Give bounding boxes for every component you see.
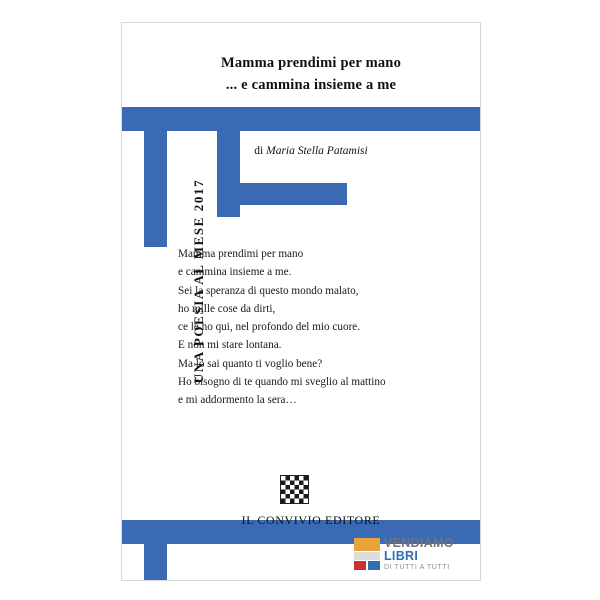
poem-line: Ma lo sai quanto ti voglio bene?: [178, 357, 323, 370]
poem-text: [178, 245, 458, 409]
title-line-1: Mamma prendimi per mano: [220, 55, 402, 71]
series-label: UNA POESIA AL MESE 2017: [191, 178, 206, 384]
poem-line: e cammina insieme a me.: [178, 266, 292, 279]
poem-line: E non mi stare lontana.: [178, 339, 282, 352]
author-name: Maria Stella Patamisi: [266, 145, 368, 157]
poem-line: Sei la speranza di questo mondo malato,: [178, 284, 359, 297]
watermark-line-3: DI TUTTI A TUTTI: [384, 564, 450, 571]
book-block-red: [354, 561, 366, 570]
decorative-bar-left-vertical: [144, 107, 167, 247]
watermark-line-1: VENDIAMO: [384, 536, 454, 550]
book-block-grey: [354, 552, 380, 560]
watermark: [354, 534, 464, 580]
books-stack-icon: [354, 538, 380, 570]
book-block-blue: [368, 561, 380, 570]
poem-line: e mi addormento la sera…: [178, 394, 297, 406]
poem-line: Mamma prendimi per mano: [178, 248, 304, 260]
book-block-orange: [354, 538, 380, 551]
publisher-name: IL CONVIVIO EDITORE: [241, 513, 381, 527]
watermark-line-2: LIBRI: [384, 549, 419, 563]
author-prefix: di: [254, 145, 267, 157]
title-line-2: ... e cammina insieme a me: [225, 76, 397, 93]
decorative-bar-second-horizontal: [217, 183, 347, 205]
poem-line: Ho bisogno di te quando mi sveglio al mattino: [178, 375, 386, 388]
decorative-bar-top-horizontal: [122, 107, 480, 131]
checkerboard-icon: [280, 475, 309, 504]
cover-title: [156, 53, 466, 97]
poem-line: ce le ho qui, nel profondo del mio cuore.: [178, 321, 361, 333]
poem-line: ho mille cose da dirti,: [178, 302, 276, 315]
watermark-text: [384, 536, 454, 571]
book-cover: [121, 22, 481, 581]
decorative-bar-bottom-vertical: [144, 520, 167, 580]
